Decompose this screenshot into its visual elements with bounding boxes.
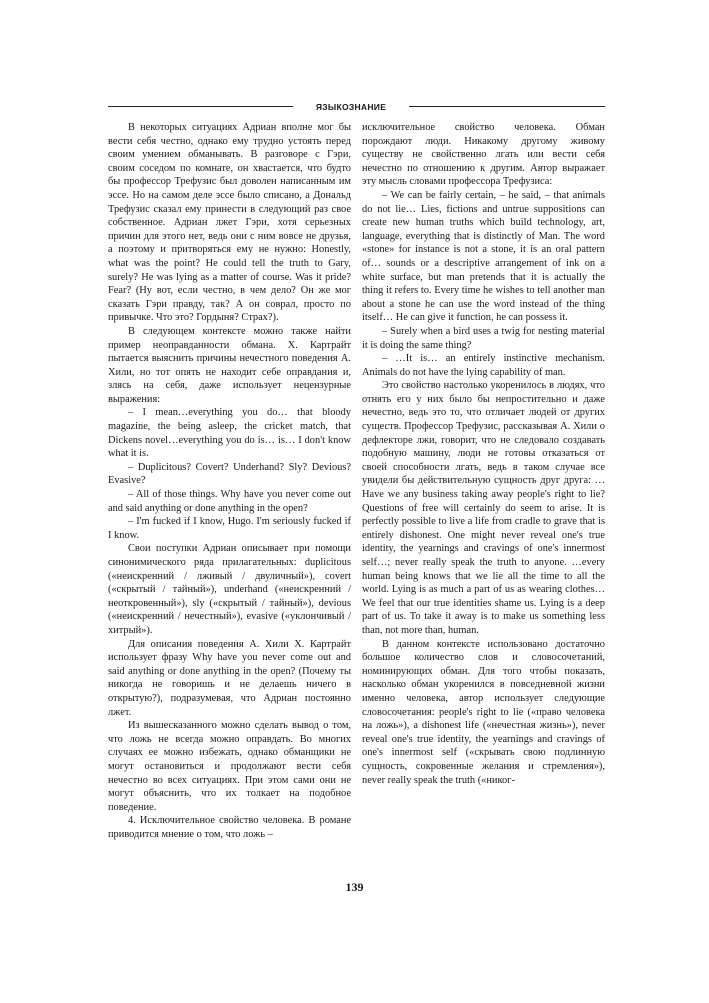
paragraph: Это свойство настолько укоренилось в людях, что отнять его у них было бы непростительно и даже нечестно, ведь это то, что отличает людей от других существ. Профессор Трефузис, рассказывая А. Хили о дефлекторе лжи, говорит, что не следовало создавать подобную машину, люди не готовы отказаться от своей способности лгать, ведь в таком случае все увидели бы действительную сущность друг друга: …Have we any business taking away people's right to lie? Questions of free will certainly do seem to arise. It is perfectly possible to live a life from cradle to grave that is entirely dishonest. One might never reveal one's true identity, the yearnings and cravings of one's innermost self…; never really speak the truth to anyone. …every human being knows that we lie all the time to all the world. Lying is as much a part of us as wearing clothes…We feel that our true identities shame us. Lying is a deep part of us. To take it away is to make us something less than, not more than, human. <box>362 380 605 636</box>
dialogue-line: – I'm fucked if I know, Hugo. I'm seriously fucked if I know. <box>108 516 351 541</box>
section-title: ЯЗЫКОЗНАНИЕ <box>315 102 387 112</box>
header-rule-right <box>409 106 605 107</box>
header-rule-left <box>108 106 293 107</box>
dialogue-line: – Surely when a bird uses a twig for nesting material it is doing the same thing? <box>362 325 605 351</box>
page-number: 139 <box>345 880 364 894</box>
dialogue-line: – I mean…everything you do… that bloody magazine, the being asleep, the cricket match, that Dickens novel…everything you do is… is… I don't know what it is. <box>108 407 351 460</box>
paragraph: Свои поступки Адриан описывает при помощи синонимического ряда прилагательных: duplicitous («неискренний / лживый / двуличный»), covert («скрытый / тайный»), underhand («неискренний / неоткровенный»), sly («скрытый / тайный»), devious («неискренний / нечестный»), evasive («уклончивый / хитрый»). <box>108 543 351 636</box>
right-column <box>362 121 605 787</box>
left-column <box>108 121 351 841</box>
paragraph: В следующем контексте можно также найти пример неоправданности обмана. Х. Картрайт пытается выяснить причины нечестного поведения А. Хили, но тот опять не находит себе оправдания и, злясь на себя, даже использует нецензурные выражения: <box>108 325 351 405</box>
dialogue-line: – Duplicitous? Covert? Underhand? Sly? Devious? Evasive? <box>108 461 351 487</box>
running-header <box>108 100 605 114</box>
dialogue-line: – …It is… an entirely instinctive mechanism. Animals do not have the lying capability of man. <box>362 353 605 378</box>
paragraph: Из вышесказанного можно сделать вывод о том, что ложь не всегда можно оправдать. Во многих случаях ее можно избежать, однако обманщики не могут остановиться и продолжают вести себя нечестно во всех ситуациях. При этом сами они не могут объяснить, что их толкает на подобное поведение. <box>108 720 351 813</box>
dialogue-line: – We can be fairly certain, – he said, – that animals do not lie… Lies, fictions and untrue suppositions can create new human truths which build technology, art, language, everything that is distinctly of Man. The word «stone» for instance is not a stone, it is an oral pattern of… sounds or a descriptive arrangement of ink on a white surface, but man pretends that it is actually the thing it refers to. Every time he wishes to tell another man about a stone he can use the word instead of the thing itself… He can give it function, he can possess it. <box>362 189 605 324</box>
section-heading-paragraph: 4. Исключительное свойство человека. В романе приводится мнение о том, что ложь – <box>108 815 351 840</box>
dialogue-line: – All of those things. Why have you never come out and said anything or done anything in the open? <box>108 489 351 514</box>
paragraph: Для описания поведения А. Хили Х. Картрайт использует фразу Why have you never come out and said anything or done anything in the open? (Почему ты никогда не говоришь и не делаешь ничего в открытую?), подразумевая, что Адриан постоянно лжет. <box>108 638 351 718</box>
paragraph: В данном контексте использовано достаточно большое количество слов и словосочетаний, номинирующих обман. Для того чтобы показать, насколько обман укоренился в повседневной жизни именно человека, автор использует следующие словосочетания: people's right to lie («право человека на ложь»), a dishonest life («нечестная жизнь»), never reveal one's true identity, the yearnings and cravings of one's innermost self («скрывать свою подлинную сущность, сокровенные желания и стремления»), never really speak the truth («никог- <box>362 638 605 786</box>
paragraph: исключительное свойство человека. Обман порождают люди. Никакому другому живому существу не свойственно лгать или вести себя нечестно по отношению к другим. Автор выражает эту мысль словами профессора Трефузиса: <box>362 122 605 188</box>
paragraph: В некоторых ситуациях Адриан вполне мог бы вести себя честно, однако ему трудно устоять перед своим умением обманывать. В разговоре с Гэри, своим соседом по комнате, он хвастается, что будто бы профессор Трефузис был доволен написанным им эссе. Но на самом деле эссе было списано, а Дональд Трефузис сказал ему принести в следующий раз свое собственное. Адриан лжет Гэри, хотя серьезных причин для этого нет, ведь они с ним вовсе не друзья, а поэтому и притворяться ему не нужно: Honestly, what was the point? He could tell the truth to Gary, surely? He was lying as a matter of course. Was it pride? Fear? (Ну вот, если честно, в чем дело? Он же мог сказать Гэри правду, так? А он соврал, просто по привычке. Что это? Гордыня? Страх?). <box>108 122 351 324</box>
